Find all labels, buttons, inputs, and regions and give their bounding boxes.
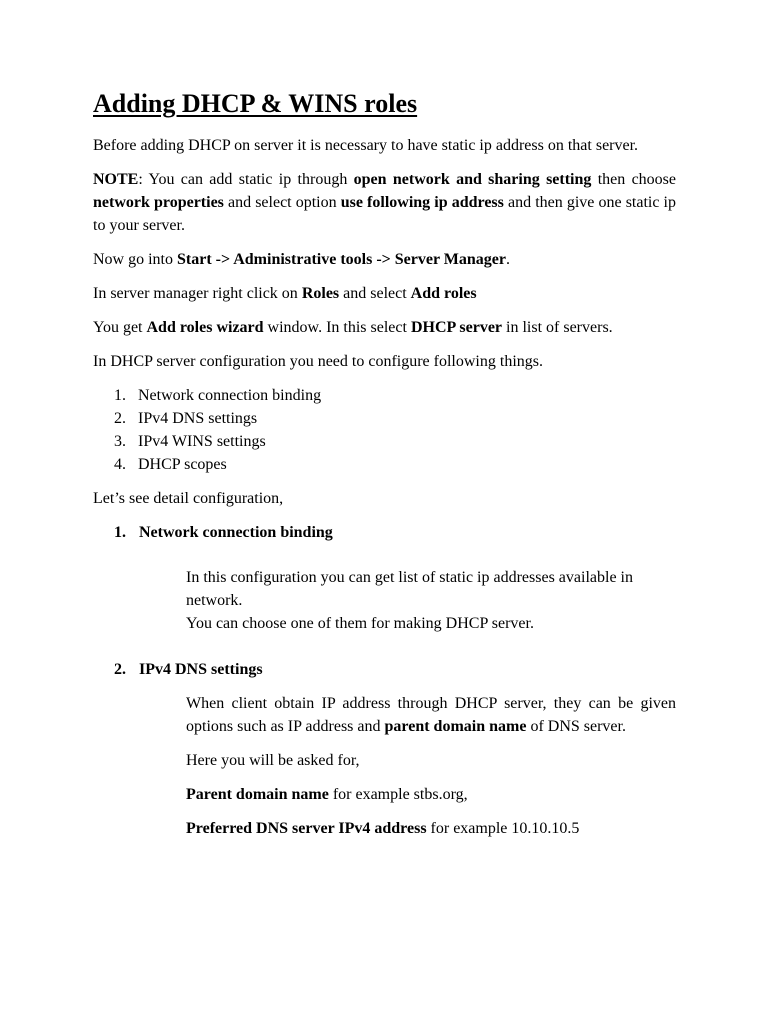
- roles-paragraph: [93, 282, 676, 305]
- wizard-bold-2: DHCP server: [410, 319, 503, 336]
- note-text-2: then choose: [591, 171, 677, 188]
- config-intro: In DHCP server configuration you need to configure following things.: [93, 353, 543, 370]
- section-2-p3-text: for example stbs.org,: [328, 786, 468, 803]
- section-1-heading: [93, 521, 676, 544]
- start-text-2: .: [505, 251, 510, 268]
- start-paragraph: [93, 248, 676, 271]
- section-2-title: IPv4 DNS settings: [139, 661, 263, 678]
- section-1-number: 1.: [114, 524, 126, 541]
- wizard-text-2: window. In this select: [263, 319, 411, 336]
- section-2-number: 2.: [114, 661, 126, 678]
- section-2-paragraph-4: [186, 817, 676, 840]
- list-item: [114, 453, 676, 476]
- section-2-p1-text-1: When client obtain IP address through DHCP server, they can be given options such as IP address and: [186, 695, 676, 735]
- config-list: [93, 384, 676, 476]
- note-bold-2: network properties: [93, 194, 224, 211]
- list-item: [114, 430, 676, 453]
- start-text-1: Now go into: [93, 251, 177, 268]
- intro-text: Before adding DHCP on server it is necessary to have static ip address on that server.: [93, 137, 639, 154]
- wizard-bold-1: Add roles wizard: [146, 319, 264, 336]
- list-item-text: IPv4 WINS settings: [138, 433, 266, 450]
- note-text-4: and then give one static ip to your server.: [93, 194, 677, 234]
- list-item-number: 3.: [114, 433, 126, 450]
- roles-text-1: In server manager right click on: [93, 285, 302, 302]
- roles-text-2: and select: [339, 285, 411, 302]
- intro-paragraph: [93, 134, 676, 157]
- list-item-number: 2.: [114, 410, 126, 427]
- section-2-body: [93, 692, 676, 840]
- note-text-1: : You can add static ip through: [138, 171, 354, 188]
- section-1-body: [93, 566, 676, 635]
- section-2-p3-bold: Parent domain name: [186, 786, 329, 803]
- note-label: NOTE: [93, 171, 139, 188]
- roles-bold-1: Roles: [301, 285, 340, 302]
- section-1-title: Network connection binding: [139, 524, 333, 541]
- list-item: [114, 384, 676, 407]
- list-item: [114, 407, 676, 430]
- section-2-heading: [93, 658, 676, 681]
- section-2-p4-bold: Preferred DNS server IPv4 address: [186, 820, 427, 837]
- note-bold-1: open network and sharing setting: [353, 171, 592, 188]
- section-2-p4-text: for example 10.10.10.5: [426, 820, 580, 837]
- roles-bold-2: Add roles: [410, 285, 477, 302]
- wizard-paragraph: [93, 316, 676, 339]
- note-bold-3: use following ip address: [340, 194, 504, 211]
- detail-intro: Let’s see detail configuration,: [93, 490, 284, 507]
- wizard-text-1: You get: [93, 319, 147, 336]
- section-2-p1-bold: parent domain name: [384, 718, 527, 735]
- section-2-paragraph-2: Here you will be asked for,: [186, 752, 360, 769]
- list-item-text: Network connection binding: [138, 387, 322, 404]
- start-bold-path: Start -> Administrative tools -> Server Manager: [177, 251, 506, 268]
- note-paragraph: [93, 168, 676, 237]
- list-item-text: IPv4 DNS settings: [138, 410, 258, 427]
- page-title: Adding DHCP & WINS roles: [93, 89, 418, 118]
- list-item-number: 4.: [114, 456, 126, 473]
- note-text-3: and select option: [223, 194, 341, 211]
- section-1-line-1: In this configuration you can get list of static ip addresses available in network.: [186, 569, 633, 609]
- wizard-text-3: in list of servers.: [502, 319, 613, 336]
- section-2-p1-text-2: of DNS server.: [526, 718, 626, 735]
- section-2-paragraph-1: [186, 692, 676, 738]
- list-item-text: DHCP scopes: [138, 456, 227, 473]
- section-1-line-2: You can choose one of them for making DHCP server.: [186, 615, 534, 632]
- section-2-paragraph-3: [186, 783, 676, 806]
- list-item-number: 1.: [114, 387, 126, 404]
